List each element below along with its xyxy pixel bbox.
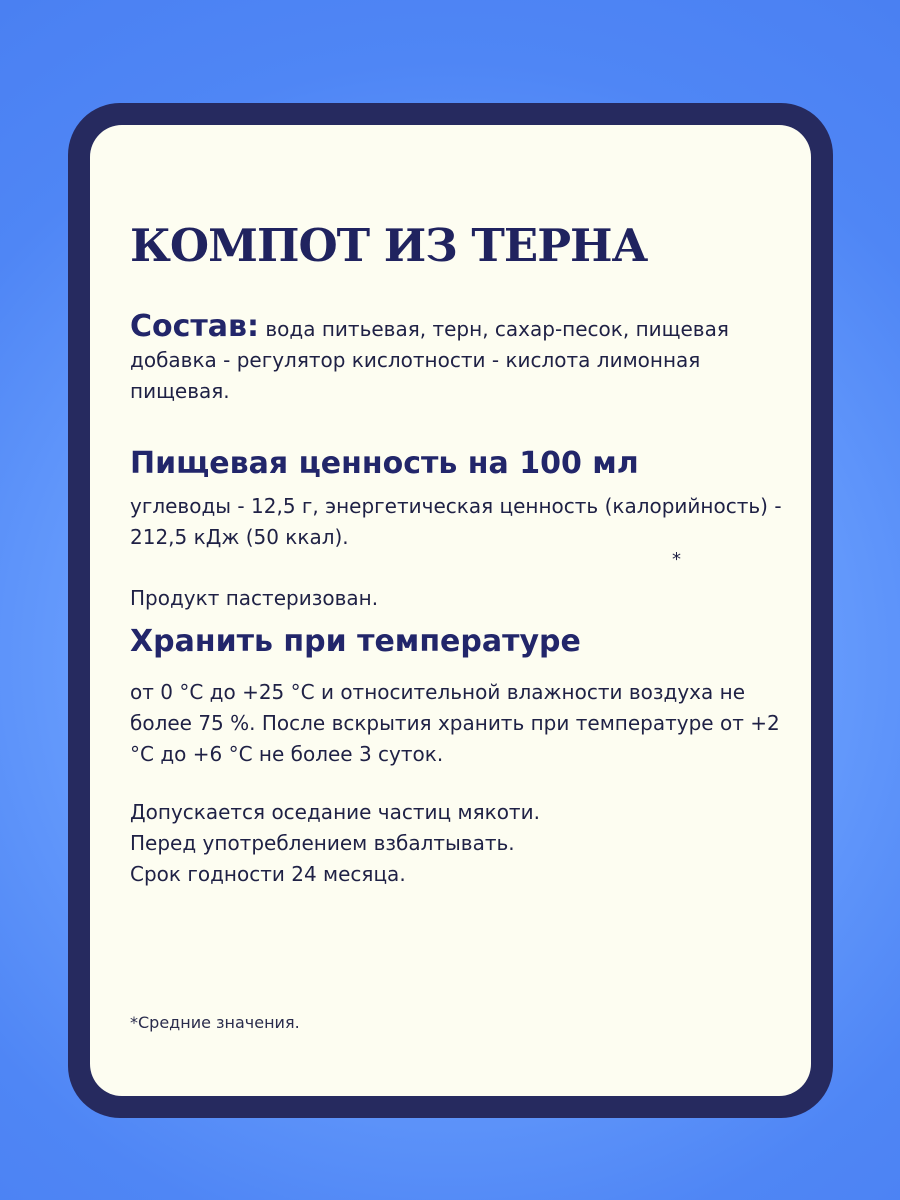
storage-text: от 0 °С до +25 °С и относительной влажности воздуха не более 75 %. После вскрытия хранить при температуре от +2 °С до +6 °С не более 3 суток. [130,680,780,766]
composition-text: вода питьевая, терн, сахар-песок, пищевая добавка - регулятор кислотности - кислота лимонная пищевая. [130,317,729,403]
label-panel [90,125,811,1096]
notes-block [130,797,790,890]
product-title: КОМПОТ ИЗ ТЕРНА [130,219,648,272]
note-sediment: Допускается оседание частиц мякоти. [130,800,540,824]
pasteurized-note: Продукт пастеризован. [130,586,379,610]
composition-heading: Состав: [130,309,260,344]
nutrition-heading: Пищевая ценность на 100 мл [130,446,639,481]
note-shake: Перед употреблением взбалтывать. [130,831,515,855]
average-values-footnote: *Средние значения. [130,1013,300,1032]
label-content [130,125,782,1096]
label-frame [68,103,833,1118]
nutrition-asterisk: * [672,549,681,570]
nutrition-text: углеводы - 12,5 г, энергетическая ценность (калорийность) - 212,5 кДж (50 ккал). [130,494,782,549]
composition-block [130,311,790,407]
storage-heading: Хранить при температуре [130,624,581,659]
note-shelf-life: Срок годности 24 месяца. [130,862,406,886]
